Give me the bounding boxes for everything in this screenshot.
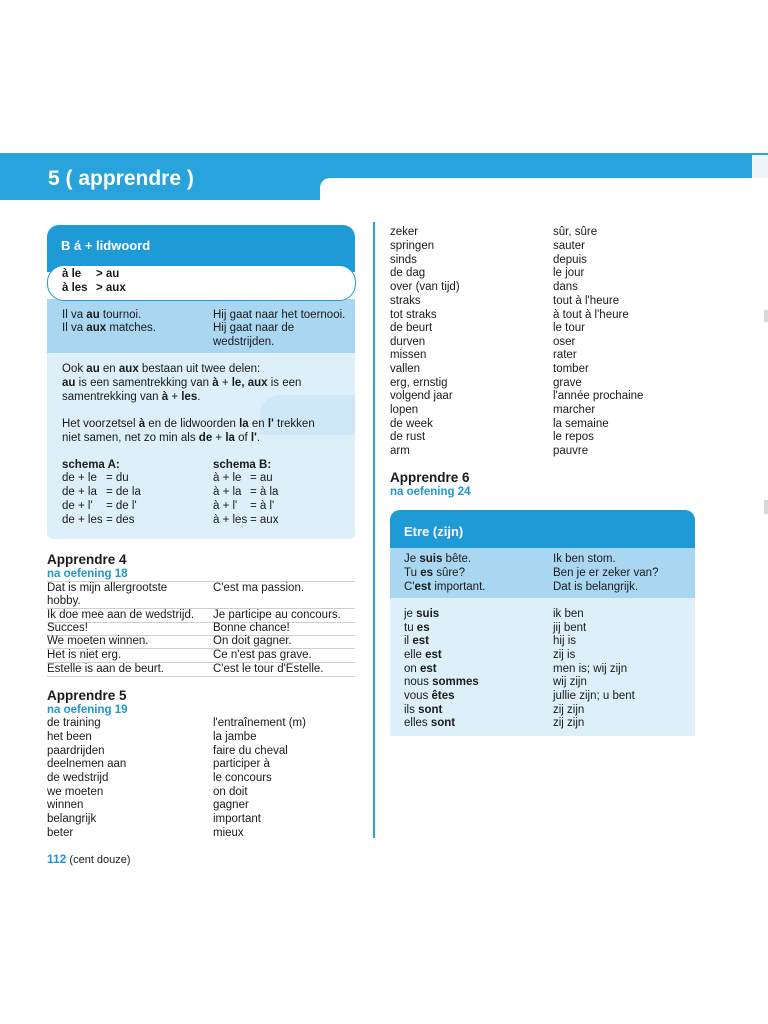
- vocab-fr: à tout à l'heure: [553, 309, 629, 321]
- schema-b-row: = à l': [250, 500, 275, 512]
- vocab-nl: straks: [390, 295, 421, 307]
- schema-a-row: = des: [106, 514, 135, 526]
- apprendre6-title: Apprendre 6: [390, 470, 470, 485]
- schema-b-row: à + la: [213, 486, 242, 498]
- schema-b-row: à + l': [213, 500, 238, 512]
- etre-conj-fr: elles sont: [404, 717, 456, 729]
- schema-b-title: schema B:: [213, 459, 272, 471]
- contraction-pill: [47, 265, 356, 301]
- a5-fr: on doit: [213, 786, 248, 798]
- vocab-nl: de week: [390, 418, 433, 430]
- vocab-fr: grave: [553, 377, 582, 389]
- etre-example-fr: Tu es sûre?: [404, 567, 465, 579]
- etre-example-fr: C'est important.: [404, 581, 486, 593]
- schema-a-row: de + l': [62, 500, 93, 512]
- schema-a-title: schema A:: [62, 459, 120, 471]
- a5-nl: beter: [47, 827, 74, 839]
- divider: [47, 622, 355, 623]
- schema-a-row: de + le: [62, 472, 97, 484]
- vocab-fr: marcher: [553, 404, 596, 416]
- etre-example-nl: Dat is belangrijk.: [553, 581, 639, 593]
- contraction-row: à le: [62, 268, 82, 280]
- explanation-line: samentrekking van à + les.: [62, 391, 201, 403]
- apprendre4-subtitle: na oefening 18: [47, 568, 128, 580]
- a5-nl: het been: [47, 731, 92, 743]
- a4-nl: Dat is mijn allergrootste: [47, 582, 168, 594]
- etre-conj-fr: tu es: [404, 622, 430, 634]
- vocab-fr: tout à l'heure: [553, 295, 620, 307]
- a4-fr: On doit gagner.: [213, 635, 292, 647]
- a4-fr: C'est ma passion.: [213, 582, 305, 594]
- a4-fr: Je participe au concours.: [213, 609, 341, 621]
- a5-nl: we moeten: [47, 786, 104, 798]
- explanation-line: Het voorzetsel à en de lidwoorden la en l' trekken: [62, 418, 315, 430]
- etre-example-nl: Ik ben stom.: [553, 553, 616, 565]
- explanation-line: au is een samentrekking van à + le, aux is een: [62, 377, 302, 389]
- a4-fr: C'est le tour d'Estelle.: [213, 663, 324, 675]
- schema-a-row: de + les: [62, 514, 103, 526]
- etre-conj-fr: nous sommes: [404, 676, 479, 688]
- etre-conj-nl: hij is: [553, 635, 577, 647]
- example-fr: Il va aux matches.: [62, 322, 156, 334]
- schema-a-row: = de la: [106, 486, 141, 498]
- etre-conj-nl: men is; wij zijn: [553, 663, 628, 675]
- vocab-nl: volgend jaar: [390, 390, 453, 402]
- etre-conj-fr: je suis: [404, 608, 440, 620]
- vocab-nl: durven: [390, 336, 426, 348]
- etre-conj-nl: zij zijn: [553, 717, 585, 729]
- vocab-fr: sûr, sûre: [553, 226, 598, 238]
- apprendre4-title: Apprendre 4: [47, 552, 127, 567]
- etre-conj-fr: ils sont: [404, 704, 443, 716]
- etre-example-nl: Ben je er zeker van?: [553, 567, 659, 579]
- page-number: 112: [47, 852, 67, 866]
- schema-a-row: de + la: [62, 486, 97, 498]
- a5-nl: paardrijden: [47, 745, 105, 757]
- page-edge-mark: [764, 310, 768, 322]
- apprendre5-subtitle: na oefening 19: [47, 704, 128, 716]
- vocab-fr: rater: [553, 349, 577, 361]
- contraction-row: > aux: [96, 282, 126, 294]
- a4-fr: Bonne chance!: [213, 622, 290, 634]
- etre-conj-nl: jij bent: [553, 622, 587, 634]
- vocab-nl: missen: [390, 349, 427, 361]
- page-number-words: (cent douze): [69, 854, 131, 866]
- a5-nl: belangrijk: [47, 813, 97, 825]
- vocab-nl: sinds: [390, 254, 417, 266]
- etre-title: Etre (zijn): [404, 524, 464, 539]
- schema-b-row: à + les: [213, 514, 248, 526]
- vocab-nl: arm: [390, 445, 410, 457]
- etre-conj-nl: zij is: [553, 649, 576, 661]
- a5-fr: la jambe: [213, 731, 257, 743]
- vocab-fr: depuis: [553, 254, 587, 266]
- etre-conj-fr: elle est: [404, 649, 442, 661]
- explanation-line: niet samen, net zo min als de + la of l'.: [62, 432, 261, 444]
- etre-conj-fr: vous êtes: [404, 690, 455, 702]
- example-nl: wedstrijden.: [213, 336, 275, 348]
- schema-a-row: = du: [106, 472, 129, 484]
- vocab-fr: le tour: [553, 322, 585, 334]
- vocab-fr: sauter: [553, 240, 585, 252]
- page-edge-mark: [764, 500, 768, 514]
- vocab-nl: tot straks: [390, 309, 437, 321]
- vocab-fr: la semaine: [553, 418, 609, 430]
- etre-conj-nl: zij zijn: [553, 704, 585, 716]
- vocab-nl: de dag: [390, 267, 426, 279]
- column-separator: [373, 222, 375, 838]
- vocab-fr: tomber: [553, 363, 589, 375]
- vocab-nl: lopen: [390, 404, 419, 416]
- page-title: 5 ( apprendre ): [48, 167, 194, 190]
- a5-nl: winnen: [47, 799, 84, 811]
- etre-header-tab: [525, 526, 695, 548]
- a4-nl: We moeten winnen.: [47, 635, 149, 647]
- vocab-nl: de beurt: [390, 322, 433, 334]
- a5-fr: mieux: [213, 827, 244, 839]
- a4-nl: Succes!: [47, 622, 88, 634]
- a4-nl: Ik doe mee aan de wedstrijd.: [47, 609, 195, 621]
- a5-fr: gagner: [213, 799, 249, 811]
- a5-nl: deelnemen aan: [47, 758, 127, 770]
- vocab-nl: de rust: [390, 431, 426, 443]
- explanation-line: Ook au en aux bestaan uit twee delen:: [62, 363, 261, 375]
- schema-b-row: = au: [250, 472, 273, 484]
- vocab-fr: pauvre: [553, 445, 589, 457]
- example-fr: Il va au tournoi.: [62, 309, 142, 321]
- contraction-row: à les: [62, 282, 88, 294]
- vocab-nl: over (van tijd): [390, 281, 460, 293]
- etre-conj-fr: on est: [404, 663, 437, 675]
- section-b-title: B á + lidwoord: [61, 238, 151, 253]
- schema-b-row: à + le: [213, 472, 242, 484]
- vocab-nl: vallen: [390, 363, 421, 375]
- etre-example-fr: Je suis bête.: [404, 553, 472, 565]
- a5-fr: le concours: [213, 772, 272, 784]
- vocab-fr: dans: [553, 281, 578, 293]
- apprendre5-title: Apprendre 5: [47, 688, 127, 703]
- vocab-fr: oser: [553, 336, 576, 348]
- vocab-fr: l'année prochaine: [553, 390, 644, 402]
- example-nl: Hij gaat naar het toernooi.: [213, 309, 346, 321]
- etre-conj-fr: il est: [404, 635, 429, 647]
- a5-fr: l'entraînement (m): [213, 717, 306, 729]
- vocab-nl: zeker: [390, 226, 419, 238]
- schema-a-row: = de l': [106, 500, 137, 512]
- apprendre6-subtitle: na oefening 24: [390, 486, 471, 498]
- a5-fr: participer à: [213, 758, 270, 770]
- etre-conj-nl: jullie zijn; u bent: [553, 690, 635, 702]
- page-footer: [47, 852, 131, 866]
- a4-nl: Het is niet erg.: [47, 649, 122, 661]
- a4-nl: hobby.: [47, 595, 81, 607]
- etre-conj-nl: ik ben: [553, 608, 584, 620]
- vocab-fr: le jour: [553, 267, 585, 279]
- example-nl: Hij gaat naar de: [213, 322, 295, 334]
- a5-fr: important: [213, 813, 261, 825]
- vocab-nl: erg, ernstig: [390, 377, 448, 389]
- vocab-nl: springen: [390, 240, 435, 252]
- a5-nl: de training: [47, 717, 101, 729]
- schema-b-row: = à la: [250, 486, 279, 498]
- vocab-fr: le repos: [553, 431, 594, 443]
- contraction-row: > au: [96, 268, 120, 280]
- a5-fr: faire du cheval: [213, 745, 288, 757]
- header-tab-cutout: [320, 178, 768, 200]
- a5-nl: de wedstrijd: [47, 772, 109, 784]
- divider: [47, 676, 355, 677]
- etre-conj-nl: wij zijn: [553, 676, 587, 688]
- a4-fr: Ce n'est pas grave.: [213, 649, 312, 661]
- schema-b-row: = aux: [250, 514, 279, 526]
- a4-nl: Estelle is aan de beurt.: [47, 663, 164, 675]
